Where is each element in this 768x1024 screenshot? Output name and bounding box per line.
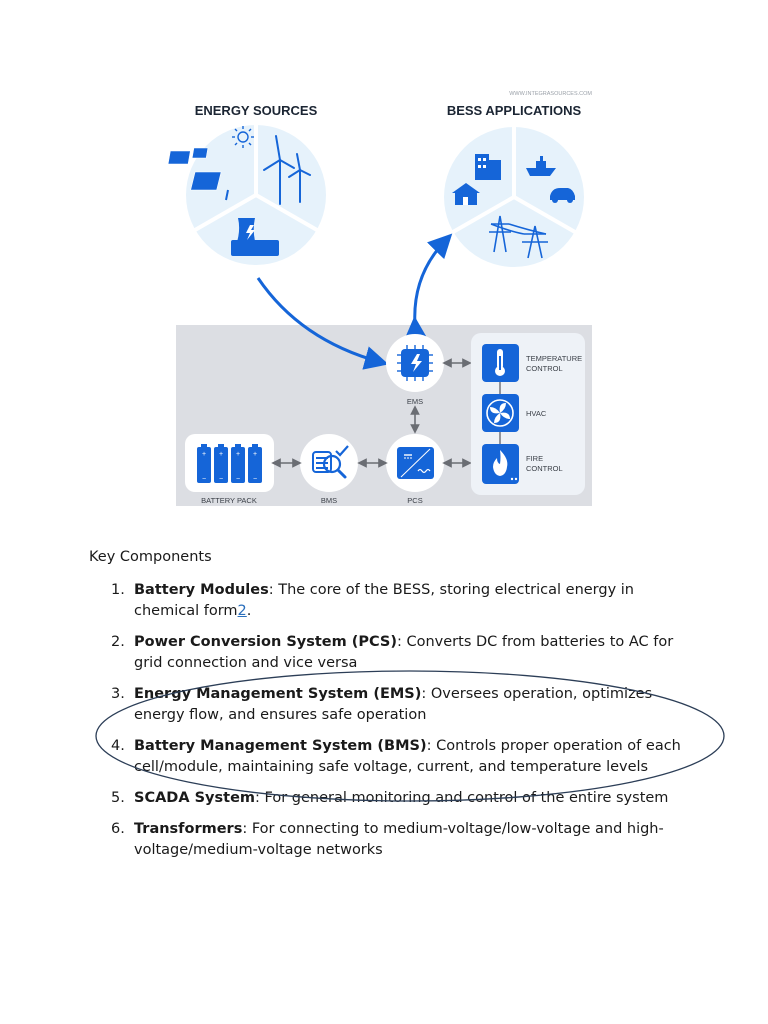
list-item-description: : The core of the BESS, storing electrical energy in chemical form (134, 582, 635, 619)
components-list (89, 580, 689, 871)
auxiliary-systems-panel (471, 333, 585, 495)
list-item (89, 684, 689, 726)
svg-text:+: + (252, 451, 258, 458)
list-item-description: : Oversees operation, optimizes energy flow, and ensures safe operation (134, 686, 653, 723)
list-item (89, 736, 689, 778)
bess-applications-circle (444, 127, 584, 267)
list-item (89, 632, 689, 674)
svg-text:+: + (235, 451, 241, 458)
bess-applications-title: BESS APPLICATIONS (446, 103, 582, 118)
svg-text:+: + (201, 451, 207, 458)
svg-text:−: − (235, 476, 241, 483)
temperature-control-label-line1: TEMPERATURE (526, 354, 583, 363)
reference-link[interactable]: 2 (237, 603, 247, 619)
list-item-title: Battery Management System (BMS) (134, 738, 427, 754)
svg-text:+: + (218, 451, 224, 458)
list-item-title: Power Conversion System (PCS) (134, 634, 397, 650)
fire-icon (482, 444, 519, 484)
hvac-label: HVAC (526, 409, 547, 418)
temperature-control-label-line2: CONTROL (526, 364, 563, 373)
list-item-title: Energy Management System (EMS) (134, 686, 422, 702)
key-components-heading: Key Components (89, 549, 212, 565)
pcs-label: PCS (407, 496, 423, 505)
ems-to-applications-arrow (415, 240, 446, 325)
bms-node (300, 434, 358, 492)
fire-control-label-line2: CONTROL (526, 464, 563, 473)
battery-pack-node (185, 434, 274, 492)
list-item-description: : For general monitoring and control of the entire system (255, 790, 669, 806)
list-item-description: : Controls proper operation of each cell/module, maintaining safe voltage, current, and temperature levels (134, 738, 681, 775)
list-item-description: : Converts DC from batteries to AC for grid connection and vice versa (134, 634, 674, 671)
list-item (89, 788, 689, 809)
list-item-punctuation: . (246, 603, 252, 619)
list-item-number: 3. (111, 686, 125, 702)
list-item-number: 4. (111, 738, 125, 754)
list-item-description: : For connecting to medium-voltage/low-voltage and high-voltage/medium-voltage networks (134, 821, 664, 858)
list-item-number: 2. (111, 634, 125, 650)
list-item (89, 580, 689, 622)
hvac-fan-icon (482, 394, 519, 432)
svg-text:−: − (252, 476, 258, 483)
list-item-number: 5. (111, 790, 125, 806)
energy-sources-circle (168, 125, 326, 265)
list-item-number: 6. (111, 821, 125, 837)
list-item (89, 819, 689, 861)
battery-pack-label: BATTERY PACK (201, 496, 257, 505)
svg-text:−: − (218, 476, 224, 483)
svg-text:−: − (201, 476, 207, 483)
thermometer-icon (482, 344, 519, 382)
ems-node (386, 334, 444, 392)
list-item-number: 1. (111, 582, 125, 598)
list-item-title: Transformers (134, 821, 243, 837)
fire-control-label-line1: FIRE (526, 454, 544, 463)
ems-label: EMS (406, 397, 424, 406)
bms-label: BMS (320, 496, 338, 505)
list-item-title: SCADA System (134, 790, 256, 806)
pcs-node (386, 434, 444, 492)
watermark-text: WWW.INTEGRASOURCES.COM (509, 91, 592, 97)
energy-sources-title: ENERGY SOURCES (194, 103, 318, 118)
list-item-title: Battery Modules (134, 582, 269, 598)
